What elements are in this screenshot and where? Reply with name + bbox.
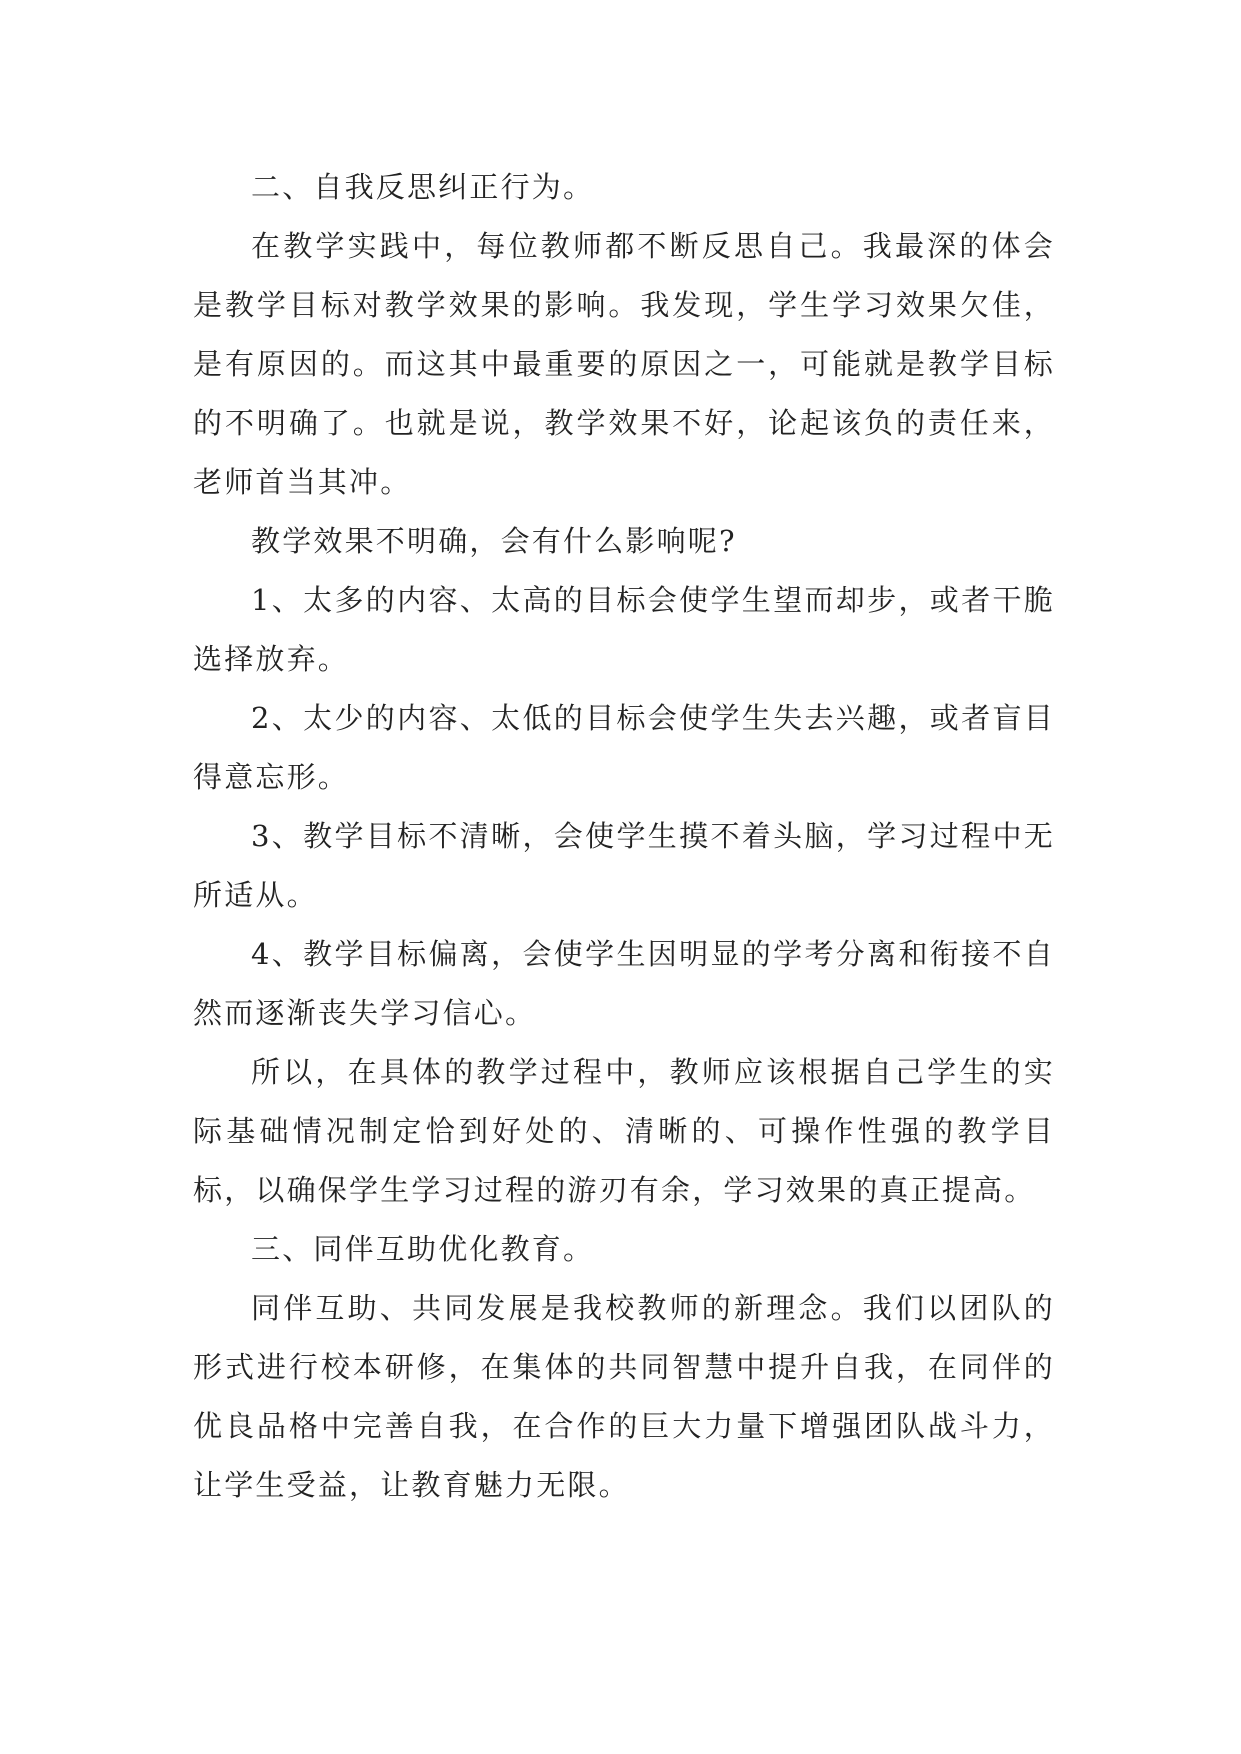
paragraph-conclusion: 所以，在具体的教学过程中，教师应该根据自己学生的实际基础情况制定恰到好处的、清晰的、可操作性强的教学目标，以确保学生学习过程的游刃有余，学习效果的真正提高。 xyxy=(193,1055,1055,1207)
paragraph-teaching-goals: 在教学实践中，每位教师都不断反思自己。我最深的体会是教学目标对教学效果的影响。我发现，学生学习效果欠佳，是有原因的。而这其中最重要的原因之一，可能就是教学目标的不明确了。也就是说，教学效果不好，论起该负的责任来，老师首当其冲。 xyxy=(193,229,1055,499)
list-item-2: 2、太少的内容、太低的目标会使学生失去兴趣，或者盲目得意忘形。 xyxy=(193,701,1055,794)
list-item-3: 3、教学目标不清晰，会使学生摸不着头脑，学习过程中无所适从。 xyxy=(193,819,1055,912)
heading-peer-support: 三、同伴互助优化教育。 xyxy=(251,1232,595,1266)
list-item-4: 4、教学目标偏离，会使学生因明显的学考分离和衔接不自然而逐渐丧失学习信心。 xyxy=(193,937,1055,1030)
heading-self-reflection: 二、自我反思纠正行为。 xyxy=(251,170,595,204)
document-body xyxy=(193,158,1055,1515)
paragraph-question: 教学效果不明确，会有什么影响呢? xyxy=(251,524,737,558)
list-item-1: 1、太多的内容、太高的目标会使学生望而却步，或者干脆选择放弃。 xyxy=(193,583,1055,676)
paragraph-peer-support: 同伴互助、共同发展是我校教师的新理念。我们以团队的形式进行校本研修，在集体的共同智慧中提升自我，在同伴的优良品格中完善自我，在合作的巨大力量下增强团队战斗力，让学生受益，让教育魅力无限。 xyxy=(193,1291,1055,1502)
